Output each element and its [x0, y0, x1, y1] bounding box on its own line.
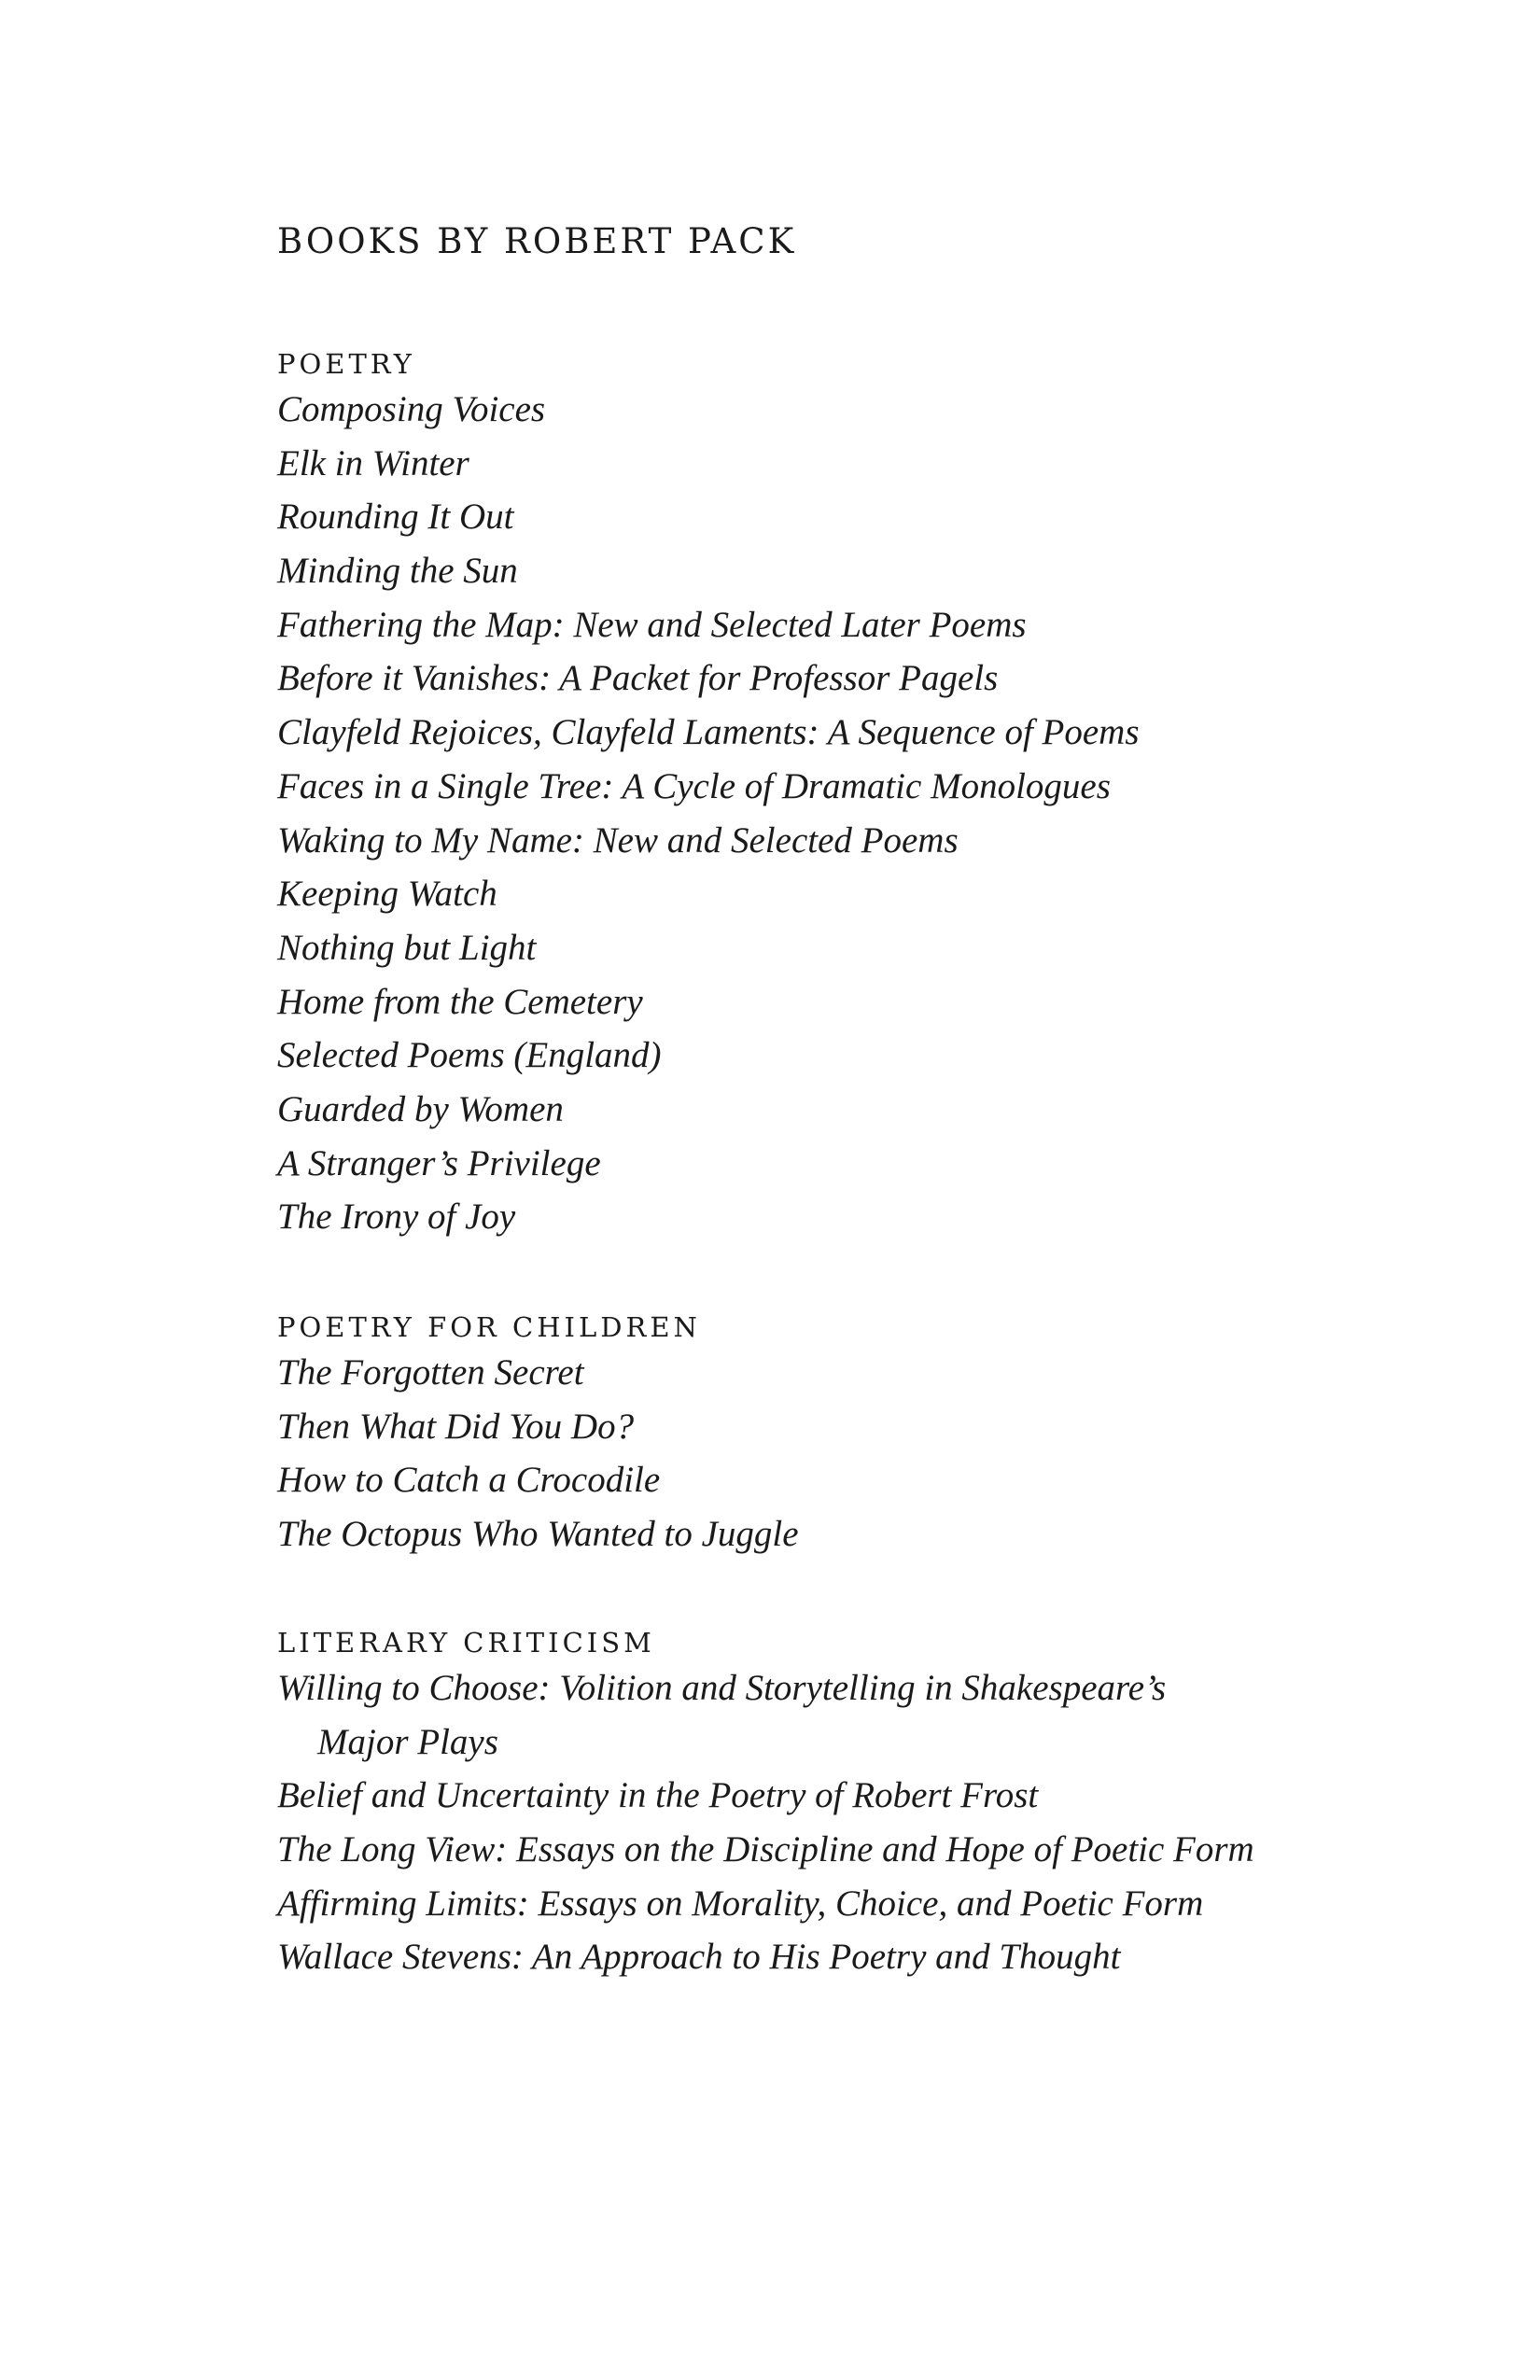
- book-title: Home from the Cemetery: [277, 981, 643, 1022]
- poetry-list: [277, 383, 1140, 1244]
- book-title: The Forgotten Secret: [277, 1352, 584, 1393]
- book-title: A Stranger’s Privilege: [277, 1142, 601, 1183]
- book-title: Waking to My Name: New and Selected Poems: [277, 819, 959, 861]
- book-title: Belief and Uncertainty in the Poetry of Robert Frost: [277, 1775, 1039, 1816]
- section-literary-criticism: [277, 1624, 1254, 1984]
- section-poetry-for-children: [277, 1309, 799, 1561]
- book-title: Elk in Winter: [277, 442, 469, 483]
- book-title: Minding the Sun: [277, 551, 518, 592]
- book-title: Keeping Watch: [277, 874, 497, 915]
- children-list: [277, 1346, 799, 1561]
- book-title: Selected Poems (England): [277, 1035, 662, 1076]
- book-title: Guarded by Women: [277, 1088, 564, 1129]
- book-title-continuation: Major Plays: [317, 1721, 498, 1762]
- page-heading: BOOKS BY ROBERT PACK: [277, 221, 797, 261]
- book-title: Willing to Choose: Volition and Storytelling in Shakespeare’s: [277, 1668, 1167, 1708]
- book-title: Before it Vanishes: A Packet for Professor Pagels: [277, 658, 999, 699]
- book-title: The Octopus Who Wanted to Juggle: [277, 1514, 799, 1555]
- book-title: Fathering the Map: New and Selected Later Poems: [277, 604, 1027, 645]
- book-title: Then What Did You Do?: [277, 1406, 635, 1447]
- book-title: The Long View: Essays on the Discipline and Hope of Poetic Form: [277, 1829, 1254, 1870]
- book-title: Affirming Limits: Essays on Morality, Choice, and Poetic Form: [277, 1883, 1204, 1924]
- section-title-literary-criticism: LITERARY CRITICISM: [277, 1627, 655, 1659]
- book-title: Wallace Stevens: An Approach to His Poetry and Thought: [277, 1937, 1121, 1978]
- book-title: The Irony of Joy: [277, 1197, 516, 1238]
- book-title: Clayfeld Rejoices, Clayfeld Laments: A Sequence of Poems: [277, 712, 1140, 753]
- criticism-list: [277, 1661, 1254, 1984]
- book-title: Faces in a Single Tree: A Cycle of Dramatic Monologues: [277, 765, 1111, 806]
- section-poetry: [277, 345, 1140, 1244]
- book-title: How to Catch a Crocodile: [277, 1460, 661, 1501]
- book-title: Nothing but Light: [277, 927, 537, 968]
- section-title-poetry-for-children: POETRY FOR CHILDREN: [277, 1311, 701, 1343]
- book-title: Rounding It Out: [277, 497, 514, 538]
- book-title: Composing Voices: [277, 389, 546, 429]
- section-title-poetry: POETRY: [277, 348, 415, 380]
